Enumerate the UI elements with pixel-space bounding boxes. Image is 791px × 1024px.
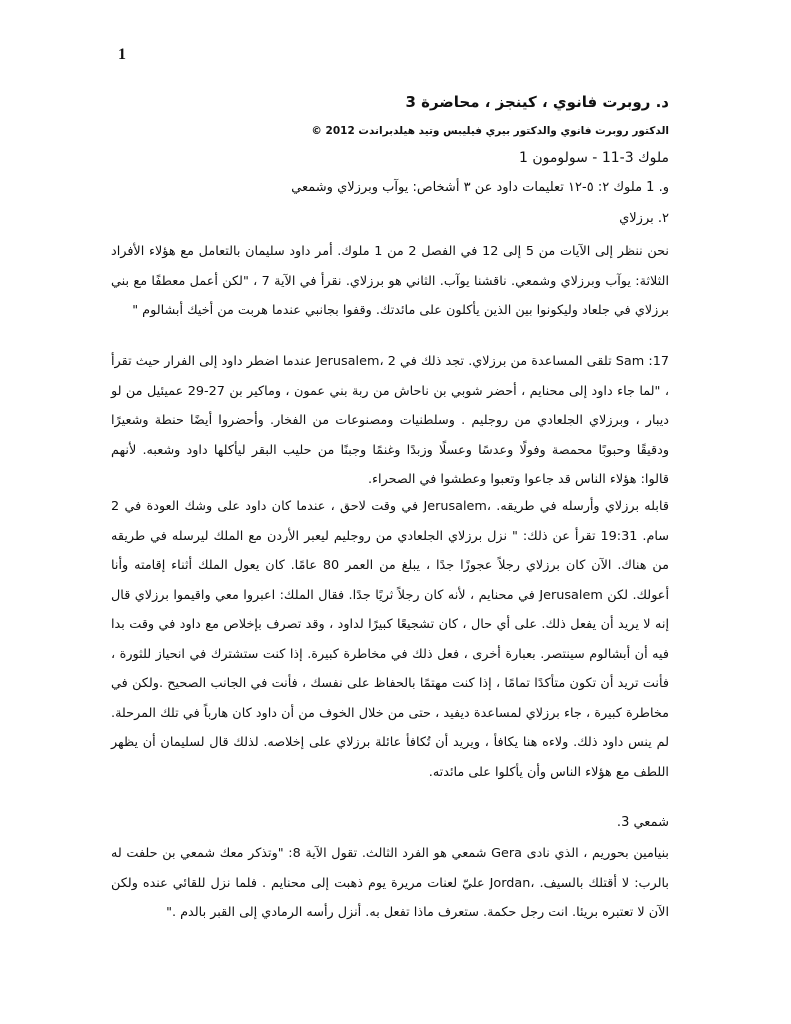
lecture-subtitle: ملوك 3-11 - سولومون 1 — [519, 150, 669, 166]
document-title: د. روبرت فانوي ، كينجز ، محاضرة 3 — [405, 93, 669, 111]
copyright-line: الدكتور روبرت فانوي والدكتور بيري فيليبس وتيد هيلدبراندت 2012 © — [311, 125, 669, 137]
paragraph-3: قابله برزلاي وأرسله في طريقه. ،Jerusalem في وقت لاحق ، عندما كان داود على وشك العودة في 2 سام. 19:31 تقرأ عن ذلك: " نزل برزلاي الجلعادي من روجليم ليعبر الأردن مع الملك ليرسله في طريقه من هناك. الآن كان برزلاي رجلاً عجوزًا جدًا ، يبلغ من العمر 80 عامًا. كان يعول الملك أثناء إقامته وأنا أعولك. لكن Jerusalem في محنايم ، لأنه كان رجلاً ثريًا جدًا. فقال الملك: اعبروا معي واقيموا برزلاي قال إنه لا يريد أن يفعل ذلك. على أي حال ، كان تشجيعًا كبيرًا لداود ، وقد تصرف بإخلاص مع داود في وقت بدا فيه أن أبشالوم سينتصر. بعبارة أخرى ، فعل ذلك في مخاطرة كبيرة. إذا كنت ستشترك في انحياز للثورة ، فأنت تريد أن تكون متأكدًا تمامًا ، إذا كنت مهتمًا بالحفاظ على نفسك ، فأنت في الجانب الصحيح .ولكن في مخاطرة كبيرة ، جاء برزلاي لمساعدة ديفيد ، حتى من خلال الخوف من أن داود كان هارباً في تلك المرحلة. لم ينس داود ذلك. ولاءه هنا يكافأ ، ويريد أن تُكافأ عائلة برزلاي على إخلاصه. لذلك قال لسليمان أن يظهر اللطف مع هؤلاء الناس وأن يأكلوا على مائدته. — [111, 499, 670, 780]
section-intro: و. 1 ملوك ٢: ٥-١٢ تعليمات داود عن ٣ أشخاص: يوآب وبرزلاي وشمعي — [291, 180, 669, 195]
paragraph-1: نحن ننظر إلى الآيات من 5 إلى 12 في الفصل 2 من 1 ملوك. أمر داود سليمان بالتعامل مع هؤلاء الأفراد الثلاثة: يوآب وبرزلاي وشمعي. ناقشنا يوآب. الثاني هو برزلاي. نقرأ في الآية 7 ، "لكن أعمل معطفًا مع بني برزلاي في جلعاد وليكونوا بين الذين يأكلون على مائدتك. وقفوا بجانبي عندما هربت من أخيك أبشالوم " — [111, 244, 669, 318]
section-heading-barzillai: ٢. برزلاي — [619, 211, 669, 226]
page-number: 1 — [118, 46, 126, 63]
paragraph-2: 17: Sam تلقى المساعدة من برزلاي. تجد ذلك في 2 ،Jerusalem عندما اضطر داود إلى الفرار حيث تقرأ ، "لما جاء داود إلى محنايم ، أحضر شوبي بن ناحاش من ربة بني عمون ، وماكير بن 27-29 عميئيل من لو ديبار ، وبرزلاي الجلعادي من روجليم . وسلطنيات ومصنوعات من الفخار. وأحضروا أيضًا حنطة وشعيرًا ودقيقًا وحبوبًا محمصة وفولًا وعدسًا وعسلًا وزبدًا وغنمًا وجبنًا من حليب البقر ليأكلها داود وشعبه. لأنهم قالوا: هؤلاء الناس قد جاعوا وتعبوا وعطشوا في الصحراء. — [111, 354, 669, 487]
paragraph-4: بنيامين بحوريم ، الذي نادى Gera شمعي هو الفرد الثالث. تقول الآية 8: "وتذكر معك شمعي بن حلفت له بالرب: لا أقتلك بالسيف. ،Jordan عليّ لعنات مريرة يوم ذهبت إلى محنايم . فلما نزل للقائي عنده ولكن الآن لا تعتبره بريئا. انت رجل حكمة. ستعرف ماذا تفعل به. أنزل رأسه الرمادي إلى القبر بالدم ." — [111, 846, 669, 920]
section-heading-shimei: شمعي 3. — [616, 815, 669, 830]
